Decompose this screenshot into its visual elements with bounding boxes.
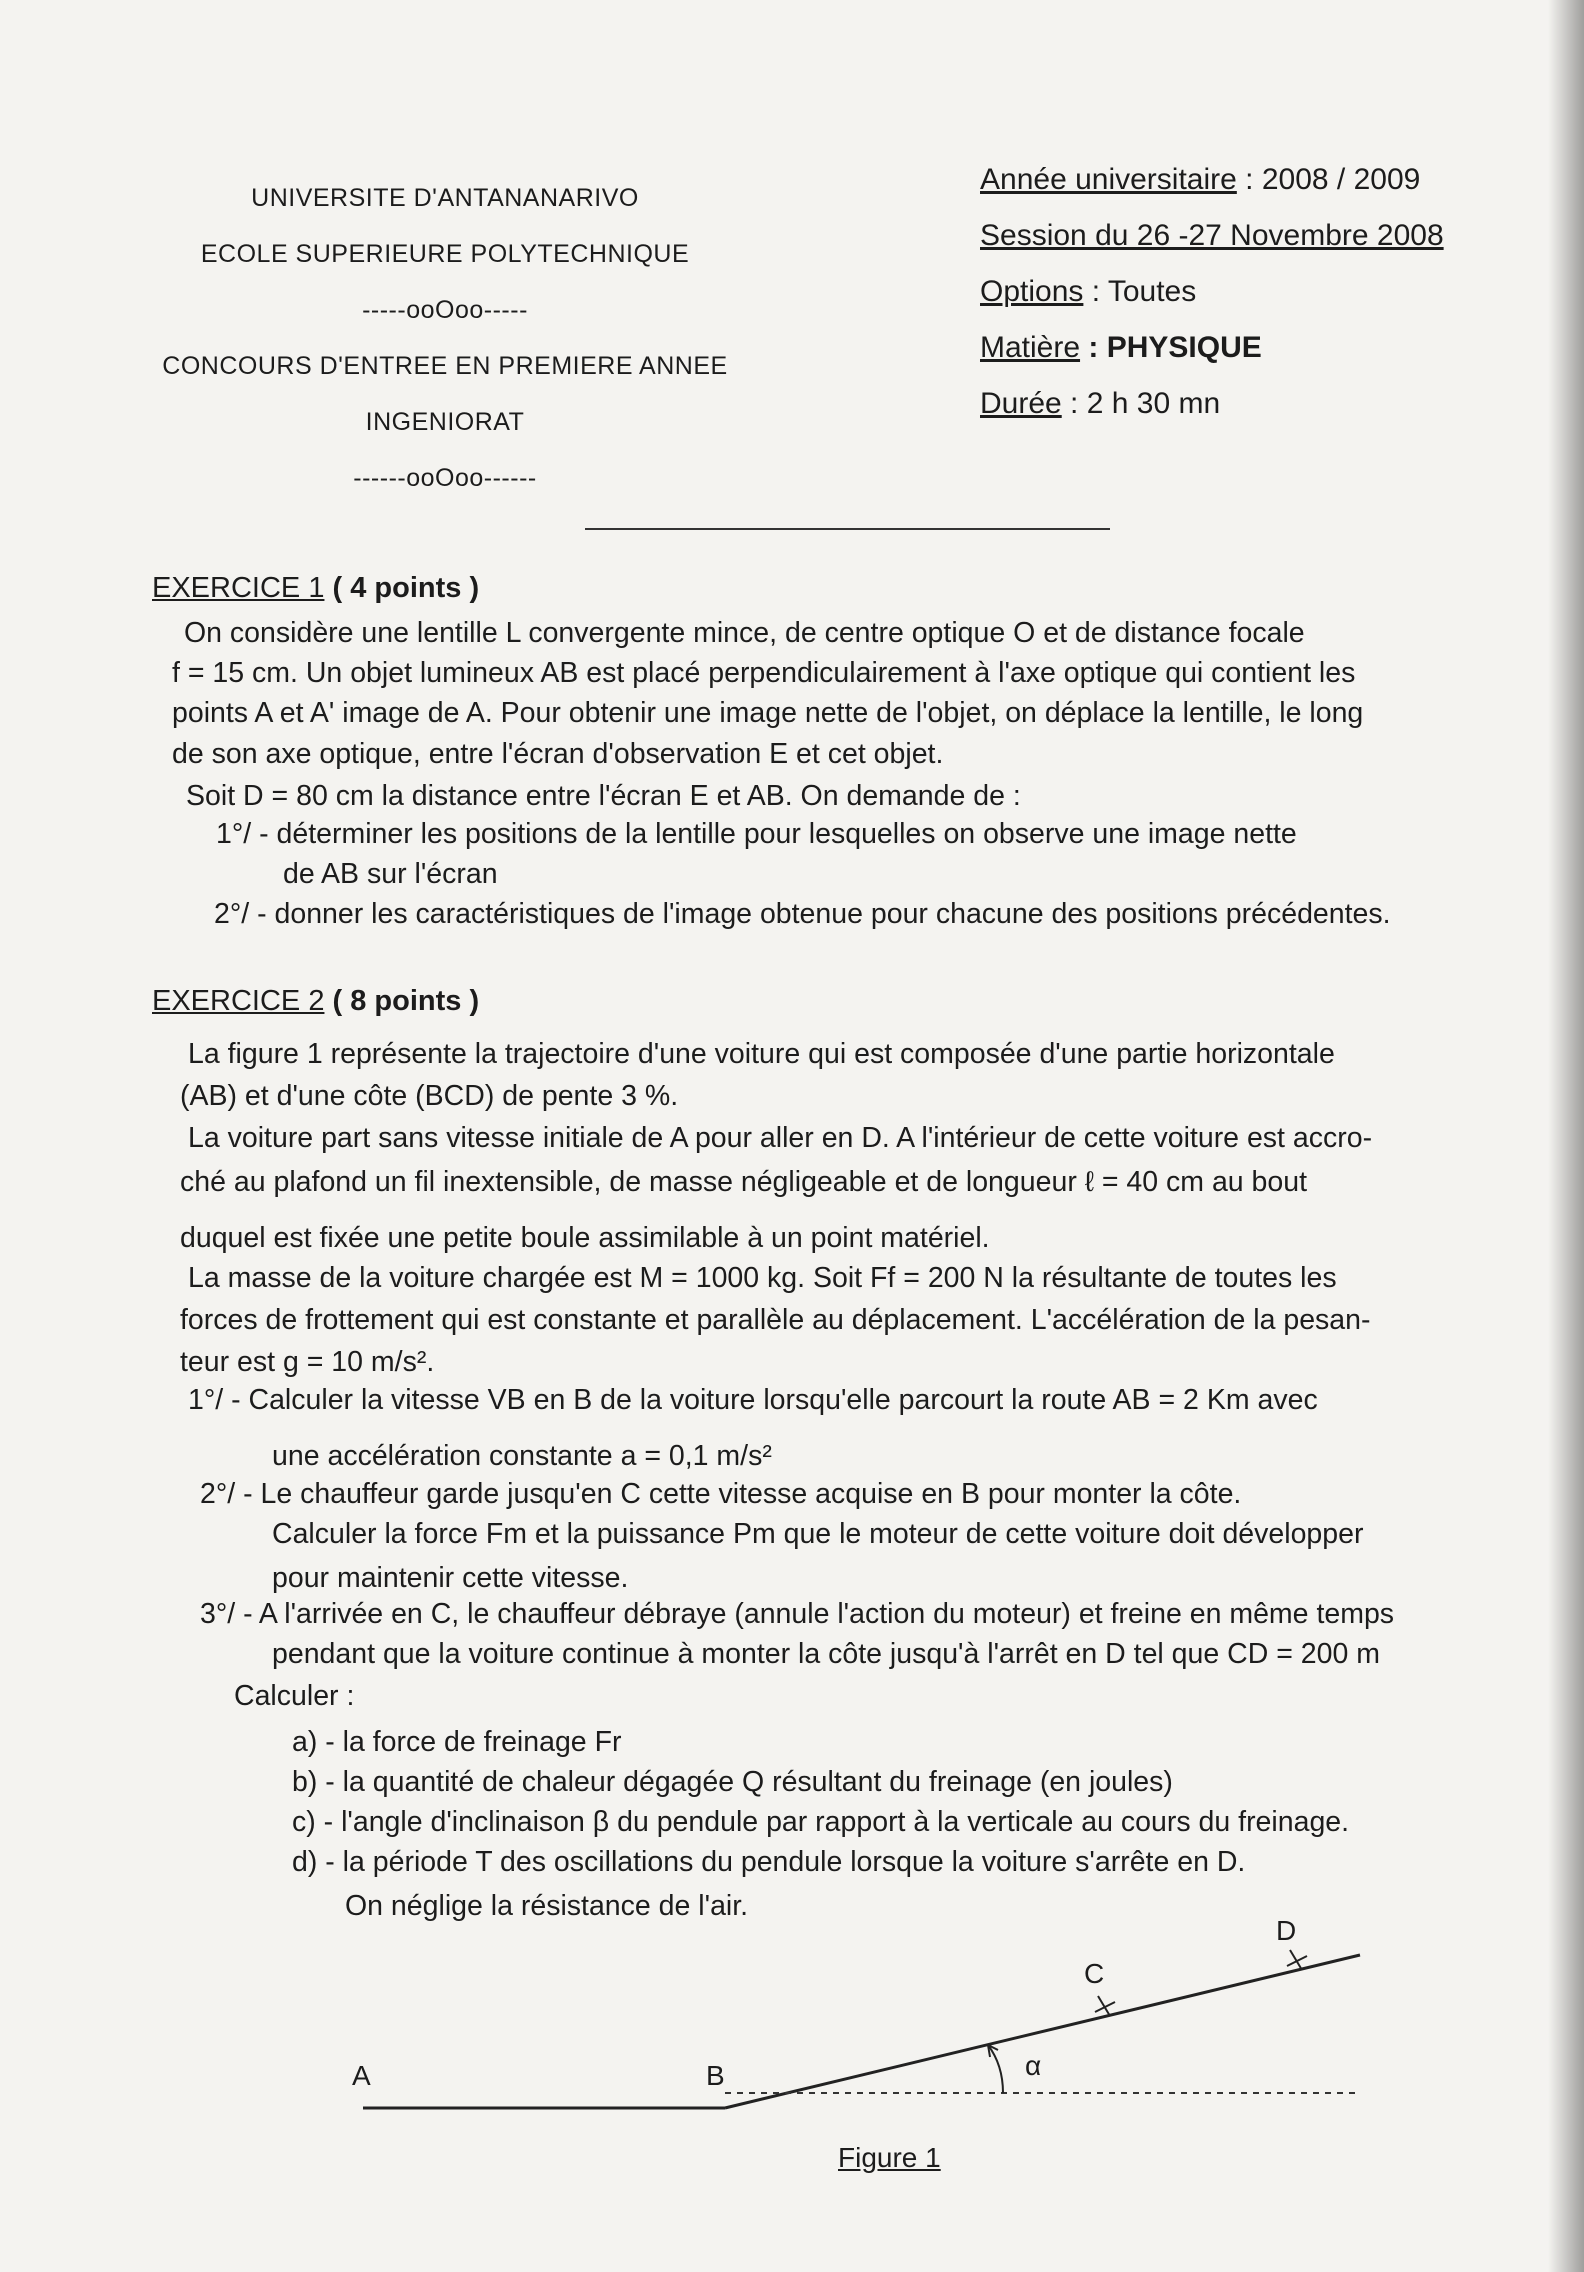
- ex1-line: de son axe optique, entre l'écran d'observation E et cet objet.: [172, 738, 944, 770]
- ex2-question: 3°/ - A l'arrivée en C, le chauffeur débraye (annule l'action du moteur) et freine en même temps: [200, 1598, 1395, 1630]
- ex2-line: Calculer :: [234, 1680, 355, 1712]
- ex2-question: 2°/ - Le chauffeur garde jusqu'en C cette vitesse acquise en B pour monter la côte.: [200, 1478, 1242, 1510]
- ex2-line: La voiture part sans vitesse initiale de A pour aller en D. A l'intérieur de cette voiture est accro-: [188, 1122, 1373, 1154]
- label-B: B: [706, 2060, 725, 2091]
- ex2-line: teur est g = 10 m/s².: [180, 1346, 435, 1378]
- options: Options : Toutes: [980, 275, 1197, 308]
- ex2-subquestion: a) - la force de freinage Fr: [292, 1726, 622, 1758]
- ex2-line: pendant que la voiture continue à monter la côte jusqu'à l'arrêt en D tel que CD = 200 m: [272, 1638, 1381, 1670]
- ex2-line: La masse de la voiture chargée est M = 1000 kg. Soit Ff = 200 N la résultante de toutes les: [188, 1262, 1337, 1294]
- ex2-line: Calculer la force Fm et la puissance Pm que le moteur de cette voiture doit développer: [272, 1518, 1364, 1550]
- slope-road-BCD: [725, 1955, 1360, 2108]
- angle-arc: [988, 2045, 1003, 2093]
- ex2-subquestion: d) - la période T des oscillations du pendule lorsque la voiture s'arrête en D.: [292, 1846, 1246, 1878]
- exercise2-title: EXERCICE 2 ( 8 points ): [152, 985, 480, 1017]
- ex2-line: forces de frottement qui est constante et parallèle au déplacement. L'accélération de la pesan-: [180, 1304, 1371, 1336]
- label-alpha: α: [1025, 2050, 1042, 2081]
- ex2-question: 1°/ - Calculer la vitesse VB en B de la voiture lorsqu'elle parcourt la route AB = 2 Km avec: [188, 1384, 1318, 1416]
- ex2-line: La figure 1 représente la trajectoire d'une voiture qui est composée d'une partie horizontale: [188, 1038, 1335, 1070]
- ex2-line: (AB) et d'une côte (BCD) de pente 3 %.: [180, 1080, 679, 1112]
- ex2-line: duquel est fixée une petite boule assimilable à un point matériel.: [180, 1222, 990, 1254]
- ex1-line: Soit D = 80 cm la distance entre l'écran E et AB. On demande de :: [186, 780, 1021, 812]
- ex1-question: 2°/ - donner les caractéristiques de l'image obtenue pour chacune des positions précédentes.: [214, 898, 1391, 930]
- duration: Durée : 2 h 30 mn: [980, 387, 1221, 420]
- ex1-line: de AB sur l'écran: [283, 858, 498, 890]
- label-C: C: [1084, 1958, 1105, 1989]
- label-A: A: [352, 2060, 371, 2091]
- ex1-line: On considère une lentille L convergente mince, de centre optique O et de distance focale: [184, 617, 1305, 649]
- exercise1-title: EXERCICE 1 ( 4 points ): [152, 572, 480, 604]
- ex2-subquestion: c) - l'angle d'inclinaison β du pendule par rapport à la verticale au cours du freinage.: [292, 1806, 1350, 1838]
- ex1-line: points A et A' image de A. Pour obtenir une image nette de l'objet, on déplace la lentille, le long: [172, 697, 1364, 729]
- divider-ornament: ------ooOoo------: [353, 464, 537, 492]
- ex2-line: pour maintenir cette vitesse.: [272, 1562, 629, 1594]
- ex2-line: une accélération constante a = 0,1 m/s²: [272, 1440, 772, 1472]
- program-name: INGENIORAT: [365, 408, 525, 436]
- divider-ornament: -----ooOoo-----: [362, 296, 528, 324]
- ex2-line: On néglige la résistance de l'air.: [345, 1890, 749, 1922]
- ex1-line: f = 15 cm. Un objet lumineux AB est placé perpendiculairement à l'axe optique qui contient les: [172, 657, 1356, 689]
- university-name: UNIVERSITE D'ANTANANARIVO: [251, 184, 639, 212]
- session: Session du 26 -27 Novembre 2008: [980, 219, 1444, 252]
- subject: Matière : PHYSIQUE: [980, 331, 1262, 364]
- ex2-line: ché au plafond un fil inextensible, de masse négligeable et de longueur ℓ = 40 cm au bout: [180, 1166, 1308, 1198]
- ex2-subquestion: b) - la quantité de chaleur dégagée Q résultant du freinage (en joules): [292, 1766, 1173, 1798]
- ex1-question: 1°/ - déterminer les positions de la lentille pour lesquelles on observe une image nette: [216, 818, 1297, 850]
- academic-year: Année universitaire : 2008 / 2009: [980, 163, 1421, 196]
- school-name: ECOLE SUPERIEURE POLYTECHNIQUE: [200, 240, 690, 268]
- figure-caption: Figure 1: [838, 2142, 941, 2173]
- label-D: D: [1276, 1915, 1297, 1946]
- contest-title: CONCOURS D'ENTREE EN PREMIERE ANNEE: [162, 352, 728, 380]
